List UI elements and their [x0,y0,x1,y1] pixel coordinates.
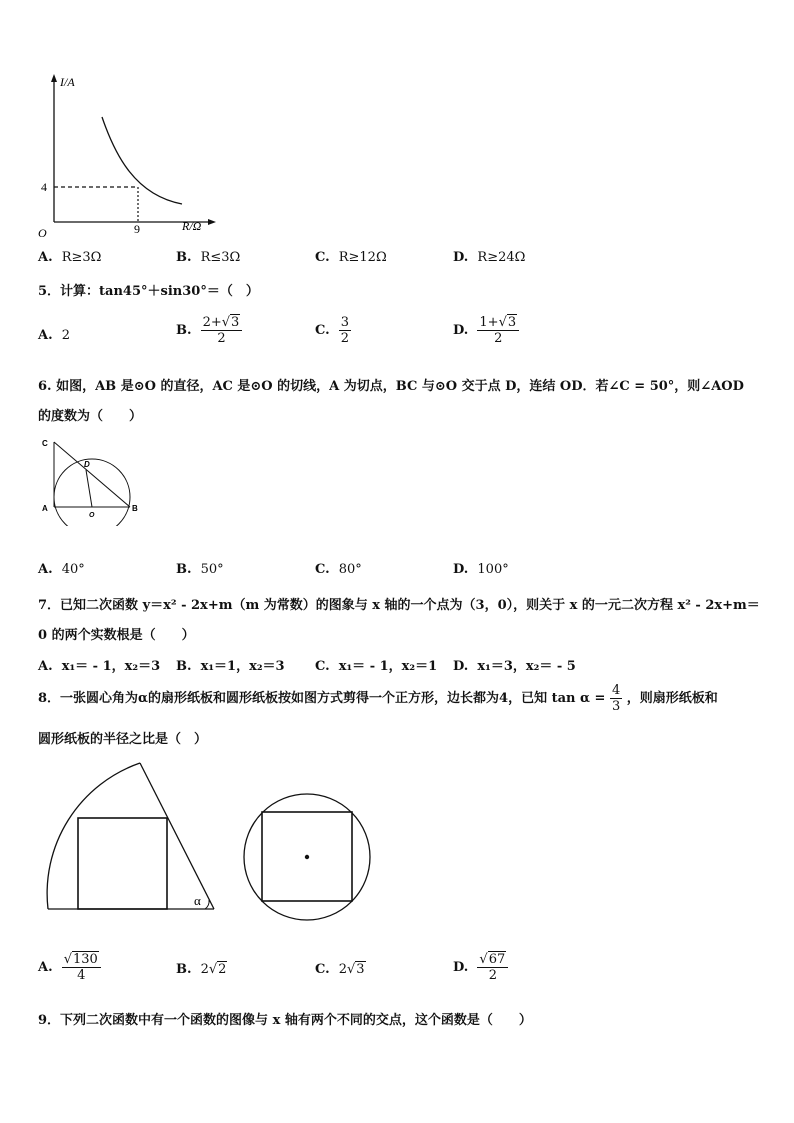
q9-question: 9．下列二次函数中有一个函数的图像与 x 轴有两个不同的交点，这个函数是（ ） [38,1013,532,1028]
q7-question-line1: 7．已知二次函数 y＝x² - 2x+m（m 为常数）的图象与 x 轴的一个点为（3，0），则关于 x 的一元二次方程 x² - 2x+m＝ [38,598,760,613]
q7-option-d[interactable]: D. x₁＝3，x₂＝ - 5 [453,659,576,674]
y-axis-label: I/A [60,75,75,89]
q5-option-d[interactable]: D. $\frac{1+√3}{2}$ [453,315,519,346]
q8-question-line2: 圆形纸板的半径之比是（ ） [38,732,208,747]
q4-option-b[interactable]: B. R≤3Ω [176,250,241,265]
q5-option-a[interactable]: A. 2 [38,328,70,343]
svg-text:A: A [42,504,48,513]
q6-option-b[interactable]: B. 50° [176,562,224,577]
svg-text:D: D [84,460,90,469]
q7-option-c[interactable]: C. x₁＝ - 1，x₂＝1 [315,659,438,674]
x-axis-label: R/Ω [182,219,202,233]
q8-option-a[interactable]: A. $\frac{√130}{4}$ [38,952,101,983]
x-tick-label: 9 [134,222,140,236]
q5-option-c-fraction: $\frac{3}{2}$ [340,315,349,346]
q8-option-b[interactable]: B. 2√2 [176,962,227,977]
y-tick-label: 4 [41,180,47,194]
q6-question-line1: 6. 如图，AB 是⊙O 的直径，AC 是⊙O 的切线，A 为切点，BC 与⊙O 交于点 D，连结 OD．若∠C = 50°，则∠AOD [38,379,744,394]
q7-option-a[interactable]: A. x₁＝ - 1，x₂＝3 [38,659,161,674]
q7-option-b[interactable]: B. x₁＝1，x₂＝3 [176,659,285,674]
svg-text:O: O [89,512,95,519]
q5-option-d-fraction: $\frac{1+√3}{2}$ [477,315,519,346]
q7-question-line2: 0 的两个实数根是（ ） [38,628,195,643]
q6-question-line2: 的度数为（ ） [38,409,143,424]
q4-option-a[interactable]: A. R≥3Ω [38,250,102,265]
svg-text:B: B [132,504,138,513]
q8-question-line1: 8．一张圆心角为α的扇形纸板和圆形纸板按如图方式剪得一个正方形，边长都为4，已知 tan α = $\frac{4}{3}$ ，则扇形纸板和 [38,683,718,714]
q5-option-c[interactable]: C. $\frac{3}{2}$ [315,315,349,346]
q5-option-b[interactable]: B. $\frac{2+√3}{2}$ [176,315,242,346]
q8-option-c[interactable]: C. 2√3 [315,962,365,977]
circle-tangent-figure [38,436,148,526]
q4-option-d[interactable]: D. R≥24Ω [453,250,526,265]
q6-option-d[interactable]: D. 100° [453,562,509,577]
circle-square-figure [240,790,375,925]
q8-option-d[interactable]: D. $\frac{√67}{2}$ [453,952,508,983]
origin-label: O [38,226,47,240]
q6-option-a[interactable]: A. 40° [38,562,85,577]
q5-option-b-fraction: $\frac{2+√3}{2}$ [201,315,243,346]
current-resistance-graph [30,70,220,240]
sector-square-figure [44,760,220,914]
svg-text:C: C [42,439,48,448]
q8-tan-fraction: $\frac{4}{3}$ [611,683,621,714]
q8-option-a-fraction: $\frac{√130}{4}$ [62,952,101,983]
alpha-label: α [194,893,201,908]
q6-option-c[interactable]: C. 80° [315,562,362,577]
q8-option-d-fraction: $\frac{√67}{2}$ [477,952,508,983]
q4-option-c[interactable]: C. R≥12Ω [315,250,387,265]
q5-question: 5．计算：tan45°＋sin30°＝（ ） [38,284,259,299]
